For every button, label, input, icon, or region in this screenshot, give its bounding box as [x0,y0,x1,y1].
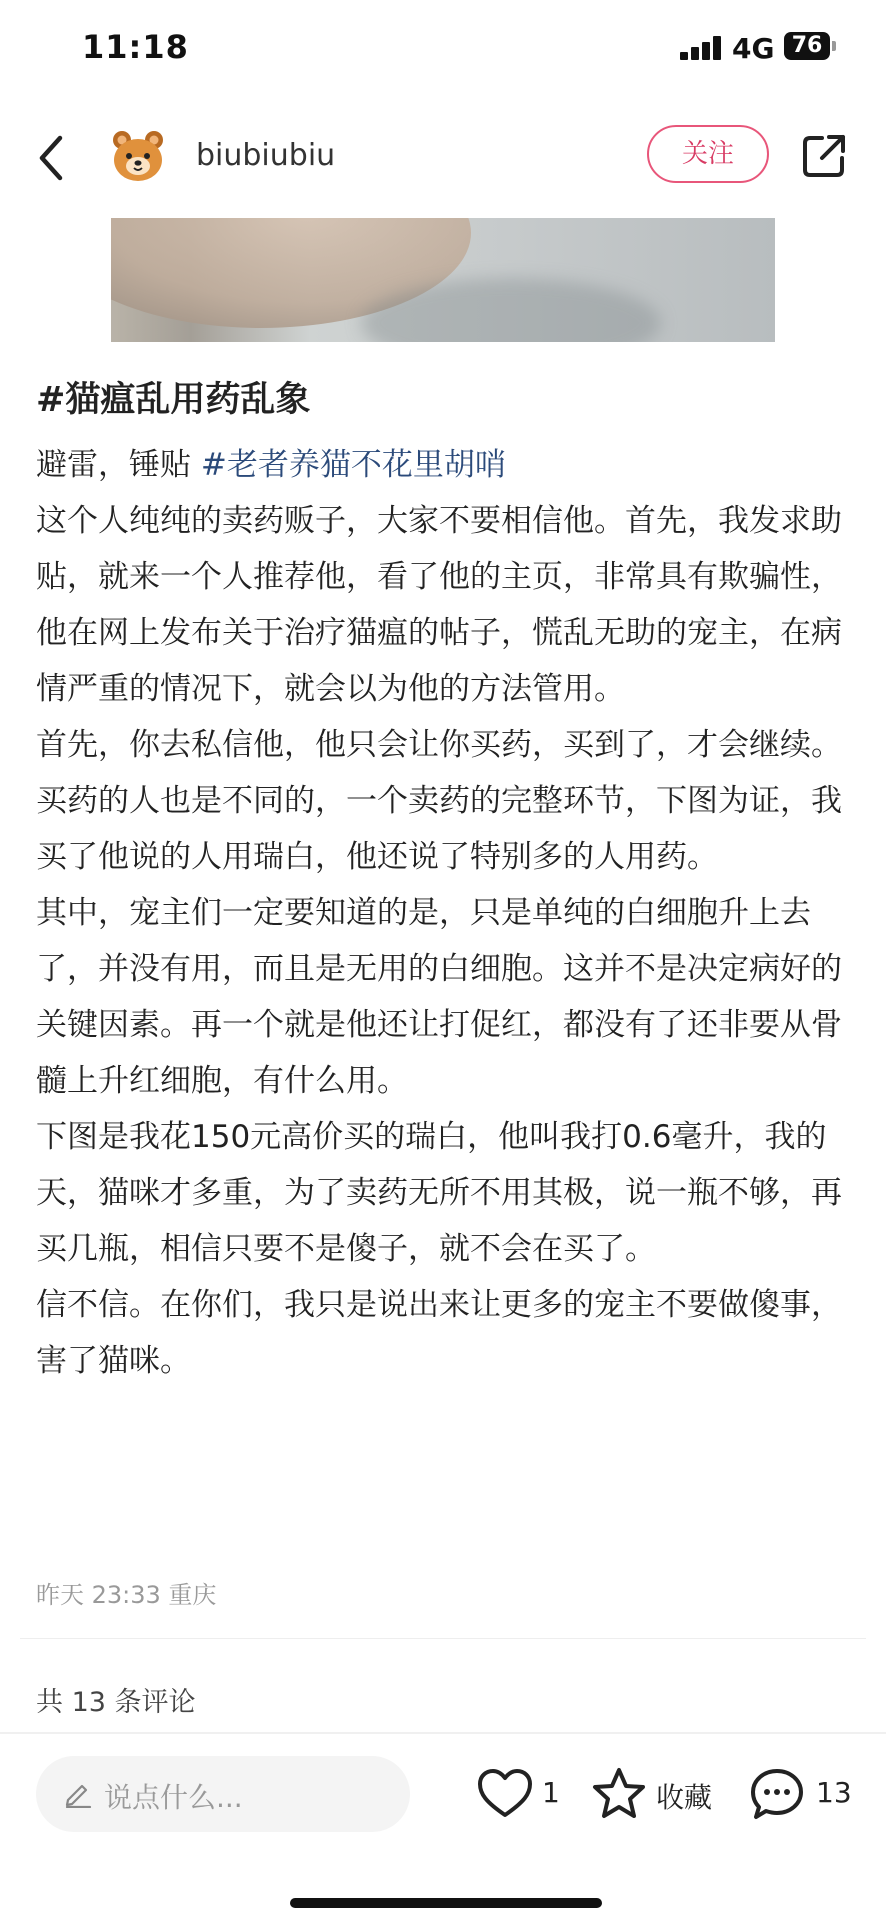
intro-text: 避雷，锤贴 [36,447,201,483]
back-button[interactable] [32,128,72,188]
comment-count-label: 共 13 条评论 [36,1687,196,1718]
signal-icon [680,36,724,60]
post-meta: 昨天 23:33 重庆 [36,1581,217,1609]
network-type: 4G [732,32,775,65]
status-bar [0,0,886,98]
battery-tip [832,41,836,51]
pencil-icon [62,1778,92,1808]
post-paragraph: 信不信。在你们，我只是说出来让更多的宠主不要做傻事，害了猫咪。 [36,1287,842,1379]
share-button[interactable] [800,132,848,180]
nav-bar [0,98,886,216]
comment-button[interactable] [748,1762,868,1828]
divider [20,1638,866,1639]
chat-bubble-icon [748,1766,806,1822]
post-title: #猫瘟乱用药乱象 [36,380,311,420]
follow-button[interactable]: 关注 [647,125,769,183]
post-paragraph: 下图是我花150元高价买的瑞白，他叫我打0.6毫升，我的天，猫咪才多重，为了卖药无所不用其极，说一瓶不够，再买几瓶，相信只要不是傻子，就不会在买了。 [36,1119,842,1267]
home-indicator [290,1898,602,1908]
comment-placeholder: 说点什么... [104,1781,243,1814]
post-image[interactable] [111,218,775,342]
share-external-icon [800,132,848,180]
heart-icon [476,1766,534,1820]
status-time: 11:18 [82,28,189,66]
battery-icon: 76 [784,32,830,60]
like-button[interactable] [476,1762,566,1828]
post-paragraph: 其中，宠主们一定要知道的是，只是单纯的白细胞升上去了，并没有用，而且是无用的白细胞。这并不是决定病好的关键因素。再一个就是他还让打促红，都没有了还非要从骨髓上升红细胞，有什么用。 [36,895,842,1099]
chevron-left-icon [32,128,72,188]
comment-count: 13 [816,1776,852,1809]
post-intro [36,437,846,493]
username[interactable]: biubiubiu [196,138,336,173]
bear-face-icon [110,128,166,184]
avatar[interactable] [110,128,166,184]
comment-input[interactable] [36,1756,410,1832]
bottom-bar-divider [0,1732,886,1734]
like-count: 1 [542,1776,560,1809]
hashtag-link[interactable]: #老者养猫不花里胡哨 [200,447,506,483]
star-icon [590,1766,648,1822]
post-body [36,437,846,1389]
post-paragraph: 首先，你去私信他，他只会让你买药，买到了，才会继续。买药的人也是不同的，一个卖药的完整环节，下图为证，我买了他说的人用瑞白，他还说了特别多的人用药。 [36,727,842,875]
collect-label: 收藏 [656,1781,713,1814]
post-paragraph: 这个人纯纯的卖药贩子，大家不要相信他。首先，我发求助贴，就来一个人推荐他，看了他的主页，非常具有欺骗性，他在网上发布关于治疗猫瘟的帖子，慌乱无助的宠主，在病情严重的情况下，就会以为他的方法管用。 [36,503,842,707]
collect-button[interactable] [590,1762,720,1828]
